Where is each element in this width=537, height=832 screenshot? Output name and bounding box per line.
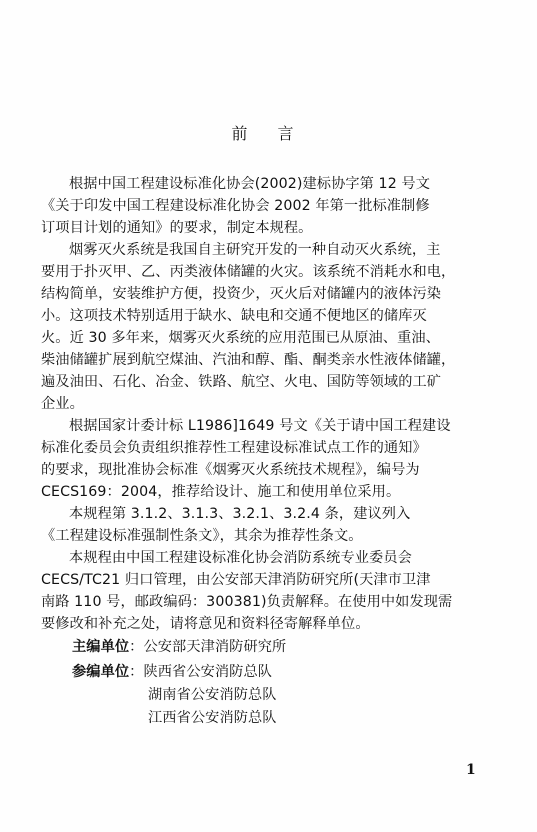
paragraph-line: CECS169：2004，推荐给设计、施工和使用单位采用。: [41, 484, 401, 500]
chief-editor-label: 主编单位: [72, 639, 130, 655]
label-colon: ：: [129, 639, 144, 655]
participant-editors-line: [72, 661, 272, 683]
paragraph-line: 订项目计划的通知》的要求，制定本规程。: [41, 220, 313, 236]
paragraph-line: 《工程建设标准强制性条文》，其余为推荐性条文。: [41, 528, 363, 544]
paragraph-line: 本规程第 3.1.2、3.1.3、3.2.1、3.2.4 条，建议列入: [69, 506, 411, 522]
paragraph-line: 小。这项技术特别适用于缺水、缺电和交通不便地区的储库灭: [41, 308, 427, 324]
chief-editor-value: 公安部天津消防研究所: [143, 639, 287, 655]
participant-unit: 江西省公安消防总队: [148, 710, 277, 726]
paragraph-line: 标准化委员会负责组织推荐性工程建设标准试点工作的通知》: [41, 440, 427, 456]
page-number: 1: [466, 762, 476, 778]
paragraph-line: 本规程由中国工程建设标准化协会消防系统专业委员会: [69, 550, 412, 566]
paragraph-line: 的要求，现批准协会标准《烟雾灭火系统技术规程》，编号为: [41, 462, 420, 478]
page-title: 前言: [231, 124, 324, 143]
paragraph-line: 南路 110 号，邮政编码：300381)负责解释。在使用中如发现需: [41, 594, 453, 610]
paragraph-line: 要用于扑灭甲、乙、丙类液体储罐的火灾。该系统不消耗水和电，: [41, 264, 456, 280]
participant-unit: 湖南省公安消防总队: [148, 687, 277, 703]
paragraph-line: 根据中国工程建设标准化协会(2002)建标协字第 12 号文: [69, 176, 431, 192]
paragraph-line: 企业。: [41, 396, 84, 412]
paragraph-line: CECS/TC21 归口管理，由公安部天津消防研究所(天津市卫津: [41, 572, 431, 588]
paragraph-line: 火。近 30 多年来，烟雾灭火系统的应用范围已从原油、重油、: [41, 330, 440, 346]
chief-editor-line: [72, 636, 286, 658]
participant-editors-label: 参编单位: [72, 664, 130, 680]
paragraph-line: 《关于印发中国工程建设标准化协会 2002 年第一批标准制修: [41, 198, 430, 214]
paragraph-line: 根据国家计委计标 L1986]1649 号文《关于请中国工程建设: [69, 418, 451, 434]
paragraph-line: 结构简单，安装维护方便，投资少，灭火后对储罐内的液体污染: [41, 286, 442, 302]
participant-unit: 陕西省公安消防总队: [143, 664, 273, 680]
paragraph-line: 烟雾灭火系统是我国自主研究开发的一种自动灭火系统，主: [69, 242, 441, 258]
label-colon: ：: [129, 664, 144, 680]
paragraph-line: 要修改和补充之处，请将意见和资料径寄解释单位。: [41, 616, 370, 632]
paragraph-line: 遍及油田、石化、冶金、铁路、航空、火电、国防等领域的工矿: [41, 374, 442, 390]
paragraph-line: 柴油储罐扩展到航空煤油、汽油和醇、酯、酮类亲水性液体储罐，: [41, 352, 456, 368]
